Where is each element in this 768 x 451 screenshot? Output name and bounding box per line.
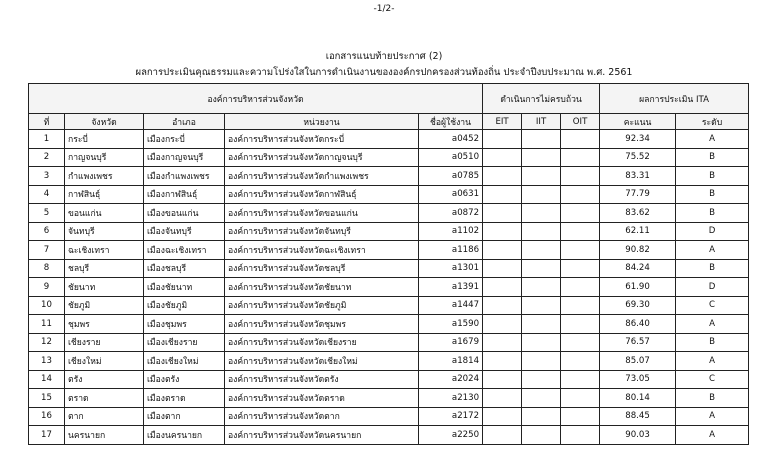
row-number: 8 <box>29 259 65 278</box>
level-cell: A <box>676 315 749 334</box>
header-group-result: ผลการประเมิน ITA <box>600 84 749 114</box>
level-cell: A <box>676 130 749 149</box>
table-row <box>29 278 749 297</box>
oit-cell <box>561 426 600 445</box>
eit-cell <box>483 333 522 352</box>
row-number: 11 <box>29 315 65 334</box>
username-cell: a2172 <box>419 407 483 426</box>
table-row <box>29 370 749 389</box>
agency-cell: องค์การบริหารส่วนจังหวัดตราด <box>225 389 419 408</box>
agency-cell: องค์การบริหารส่วนจังหวัดกาญจนบุรี <box>225 148 419 167</box>
header-level: ระดับ <box>676 114 749 130</box>
score-cell: 69.30 <box>600 296 676 315</box>
iit-cell <box>522 167 561 186</box>
table-row <box>29 352 749 371</box>
oit-cell <box>561 241 600 260</box>
row-number: 16 <box>29 407 65 426</box>
agency-cell: องค์การบริหารส่วนจังหวัดชุมพร <box>225 315 419 334</box>
district-cell: เมืองกระบี่ <box>144 130 225 149</box>
oit-cell <box>561 278 600 297</box>
score-cell: 92.34 <box>600 130 676 149</box>
score-cell: 83.31 <box>600 167 676 186</box>
district-cell: เมืองชุมพร <box>144 315 225 334</box>
province-cell: กระบี่ <box>65 130 144 149</box>
province-cell: จันทบุรี <box>65 222 144 241</box>
eit-cell <box>483 278 522 297</box>
header-province: จังหวัด <box>65 114 144 130</box>
oit-cell <box>561 315 600 334</box>
iit-cell <box>522 259 561 278</box>
province-cell: ตราด <box>65 389 144 408</box>
eit-cell <box>483 241 522 260</box>
province-cell: ชลบุรี <box>65 259 144 278</box>
eit-cell <box>483 130 522 149</box>
row-number: 1 <box>29 130 65 149</box>
eit-cell <box>483 389 522 408</box>
score-cell: 90.03 <box>600 426 676 445</box>
username-cell: a0631 <box>419 185 483 204</box>
agency-cell: องค์การบริหารส่วนจังหวัดกระบี่ <box>225 130 419 149</box>
table-row <box>29 426 749 445</box>
oit-cell <box>561 370 600 389</box>
header-score: คะแนน <box>600 114 676 130</box>
table-row <box>29 296 749 315</box>
table-row <box>29 204 749 223</box>
oit-cell <box>561 407 600 426</box>
iit-cell <box>522 296 561 315</box>
iit-cell <box>522 148 561 167</box>
eit-cell <box>483 407 522 426</box>
row-number: 17 <box>29 426 65 445</box>
district-cell: เมืองกำแพงเพชร <box>144 167 225 186</box>
eit-cell <box>483 259 522 278</box>
iit-cell <box>522 222 561 241</box>
row-number: 14 <box>29 370 65 389</box>
oit-cell <box>561 259 600 278</box>
score-cell: 75.52 <box>600 148 676 167</box>
username-cell: a0872 <box>419 204 483 223</box>
oit-cell <box>561 389 600 408</box>
province-cell: กาญจนบุรี <box>65 148 144 167</box>
iit-cell <box>522 185 561 204</box>
province-cell: ชัยนาท <box>65 278 144 297</box>
username-cell: a2250 <box>419 426 483 445</box>
table-row <box>29 185 749 204</box>
province-cell: ขอนแก่น <box>65 204 144 223</box>
oit-cell <box>561 148 600 167</box>
row-number: 12 <box>29 333 65 352</box>
score-cell: 62.11 <box>600 222 676 241</box>
district-cell: เมืองกาฬสินธุ์ <box>144 185 225 204</box>
header-oit: OIT <box>561 114 600 130</box>
district-cell: เมืองชัยภูมิ <box>144 296 225 315</box>
oit-cell <box>561 296 600 315</box>
row-number: 6 <box>29 222 65 241</box>
level-cell: B <box>676 333 749 352</box>
oit-cell <box>561 333 600 352</box>
agency-cell: องค์การบริหารส่วนจังหวัดตาก <box>225 407 419 426</box>
district-cell: เมืองตราด <box>144 389 225 408</box>
username-cell: a1301 <box>419 259 483 278</box>
username-cell: a0452 <box>419 130 483 149</box>
score-cell: 85.07 <box>600 352 676 371</box>
level-cell: D <box>676 278 749 297</box>
province-cell: ตรัง <box>65 370 144 389</box>
province-cell: ฉะเชิงเทรา <box>65 241 144 260</box>
table-row <box>29 259 749 278</box>
score-cell: 90.82 <box>600 241 676 260</box>
page-number: -1/2- <box>373 4 395 14</box>
table-row <box>29 407 749 426</box>
header-user: ชื่อผู้ใช้งาน <box>419 114 483 130</box>
username-cell: a1102 <box>419 222 483 241</box>
district-cell: เมืองฉะเชิงเทรา <box>144 241 225 260</box>
oit-cell <box>561 185 600 204</box>
eit-cell <box>483 222 522 241</box>
iit-cell <box>522 389 561 408</box>
row-number: 10 <box>29 296 65 315</box>
oit-cell <box>561 130 600 149</box>
username-cell: a0785 <box>419 167 483 186</box>
score-cell: 73.05 <box>600 370 676 389</box>
district-cell: เมืองกาญจนบุรี <box>144 148 225 167</box>
level-cell: D <box>676 222 749 241</box>
table-row <box>29 222 749 241</box>
row-number: 3 <box>29 167 65 186</box>
score-cell: 61.90 <box>600 278 676 297</box>
iit-cell <box>522 130 561 149</box>
table-row <box>29 333 749 352</box>
table-row <box>29 148 749 167</box>
eit-cell <box>483 426 522 445</box>
district-cell: เมืองเชียงราย <box>144 333 225 352</box>
score-cell: 76.57 <box>600 333 676 352</box>
agency-cell: องค์การบริหารส่วนจังหวัดตรัง <box>225 370 419 389</box>
row-number: 13 <box>29 352 65 371</box>
table-row <box>29 167 749 186</box>
row-number: 4 <box>29 185 65 204</box>
score-cell: 77.79 <box>600 185 676 204</box>
agency-cell: องค์การบริหารส่วนจังหวัดชลบุรี <box>225 259 419 278</box>
row-number: 2 <box>29 148 65 167</box>
eit-cell <box>483 167 522 186</box>
district-cell: เมืองชลบุรี <box>144 259 225 278</box>
eit-cell <box>483 148 522 167</box>
iit-cell <box>522 426 561 445</box>
agency-cell: องค์การบริหารส่วนจังหวัดขอนแก่น <box>225 204 419 223</box>
oit-cell <box>561 222 600 241</box>
eit-cell <box>483 185 522 204</box>
iit-cell <box>522 352 561 371</box>
eit-cell <box>483 296 522 315</box>
row-number: 7 <box>29 241 65 260</box>
agency-cell: องค์การบริหารส่วนจังหวัดนครนายก <box>225 426 419 445</box>
iit-cell <box>522 407 561 426</box>
level-cell: C <box>676 296 749 315</box>
level-cell: B <box>676 185 749 204</box>
username-cell: a1590 <box>419 315 483 334</box>
header-iit: IIT <box>522 114 561 130</box>
district-cell: เมืองตาก <box>144 407 225 426</box>
header-group-incomplete: ดำเนินการไม่ครบถ้วน <box>483 84 600 114</box>
username-cell: a2130 <box>419 389 483 408</box>
score-cell: 88.45 <box>600 407 676 426</box>
row-number: 9 <box>29 278 65 297</box>
agency-cell: องค์การบริหารส่วนจังหวัดกำแพงเพชร <box>225 167 419 186</box>
eit-cell <box>483 204 522 223</box>
username-cell: a0510 <box>419 148 483 167</box>
eit-cell <box>483 352 522 371</box>
province-cell: เชียงใหม่ <box>65 352 144 371</box>
province-cell: นครนายก <box>65 426 144 445</box>
iit-cell <box>522 333 561 352</box>
province-cell: ตาก <box>65 407 144 426</box>
level-cell: B <box>676 389 749 408</box>
document-title: เอกสารแนบท้ายประกาศ (2) <box>325 51 443 62</box>
iit-cell <box>522 278 561 297</box>
row-number: 15 <box>29 389 65 408</box>
username-cell: a1814 <box>419 352 483 371</box>
table-row <box>29 389 749 408</box>
username-cell: a1391 <box>419 278 483 297</box>
district-cell: เมืองขอนแก่น <box>144 204 225 223</box>
table-row <box>29 315 749 334</box>
username-cell: a1186 <box>419 241 483 260</box>
agency-cell: องค์การบริหารส่วนจังหวัดกาฬสินธุ์ <box>225 185 419 204</box>
level-cell: B <box>676 167 749 186</box>
header-agency: หน่วยงาน <box>225 114 419 130</box>
province-cell: เชียงราย <box>65 333 144 352</box>
oit-cell <box>561 204 600 223</box>
agency-cell: องค์การบริหารส่วนจังหวัดเชียงใหม่ <box>225 352 419 371</box>
level-cell: B <box>676 204 749 223</box>
username-cell: a2024 <box>419 370 483 389</box>
header-eit: EIT <box>483 114 522 130</box>
province-cell: ชุมพร <box>65 315 144 334</box>
district-cell: เมืองชัยนาท <box>144 278 225 297</box>
oit-cell <box>561 167 600 186</box>
level-cell: A <box>676 426 749 445</box>
iit-cell <box>522 241 561 260</box>
eit-cell <box>483 370 522 389</box>
province-cell: กำแพงเพชร <box>65 167 144 186</box>
province-cell: กาฬสินธุ์ <box>65 185 144 204</box>
score-cell: 80.14 <box>600 389 676 408</box>
level-cell: A <box>676 407 749 426</box>
table-row <box>29 241 749 260</box>
oit-cell <box>561 352 600 371</box>
agency-cell: องค์การบริหารส่วนจังหวัดชัยนาท <box>225 278 419 297</box>
iit-cell <box>522 204 561 223</box>
district-cell: เมืองจันทบุรี <box>144 222 225 241</box>
district-cell: เมืองเชียงใหม่ <box>144 352 225 371</box>
username-cell: a1679 <box>419 333 483 352</box>
username-cell: a1447 <box>419 296 483 315</box>
score-cell: 86.40 <box>600 315 676 334</box>
iit-cell <box>522 315 561 334</box>
district-cell: เมืองตรัง <box>144 370 225 389</box>
level-cell: B <box>676 148 749 167</box>
header-column-row <box>29 114 749 130</box>
header-district: อำเภอ <box>144 114 225 130</box>
row-number: 5 <box>29 204 65 223</box>
header-group-org: องค์การบริหารส่วนจังหวัด <box>29 84 483 114</box>
header-group-row <box>29 84 749 114</box>
district-cell: เมืองนครนายก <box>144 426 225 445</box>
score-cell: 83.62 <box>600 204 676 223</box>
agency-cell: องค์การบริหารส่วนจังหวัดเชียงราย <box>225 333 419 352</box>
iit-cell <box>522 370 561 389</box>
province-cell: ชัยภูมิ <box>65 296 144 315</box>
level-cell: A <box>676 241 749 260</box>
level-cell: B <box>676 259 749 278</box>
eit-cell <box>483 315 522 334</box>
agency-cell: องค์การบริหารส่วนจังหวัดชัยภูมิ <box>225 296 419 315</box>
level-cell: A <box>676 352 749 371</box>
document-subtitle: ผลการประเมินคุณธรรมและความโปร่งใสในการดำเนินงานขององค์กรปกครองส่วนท้องถิ่น ประจำปีงบประมาณ พ.ศ. 2561 <box>135 67 633 78</box>
results-table <box>28 83 749 445</box>
header-no: ที่ <box>29 114 65 130</box>
agency-cell: องค์การบริหารส่วนจังหวัดฉะเชิงเทรา <box>225 241 419 260</box>
agency-cell: องค์การบริหารส่วนจังหวัดจันทบุรี <box>225 222 419 241</box>
table-row <box>29 130 749 149</box>
score-cell: 84.24 <box>600 259 676 278</box>
level-cell: C <box>676 370 749 389</box>
